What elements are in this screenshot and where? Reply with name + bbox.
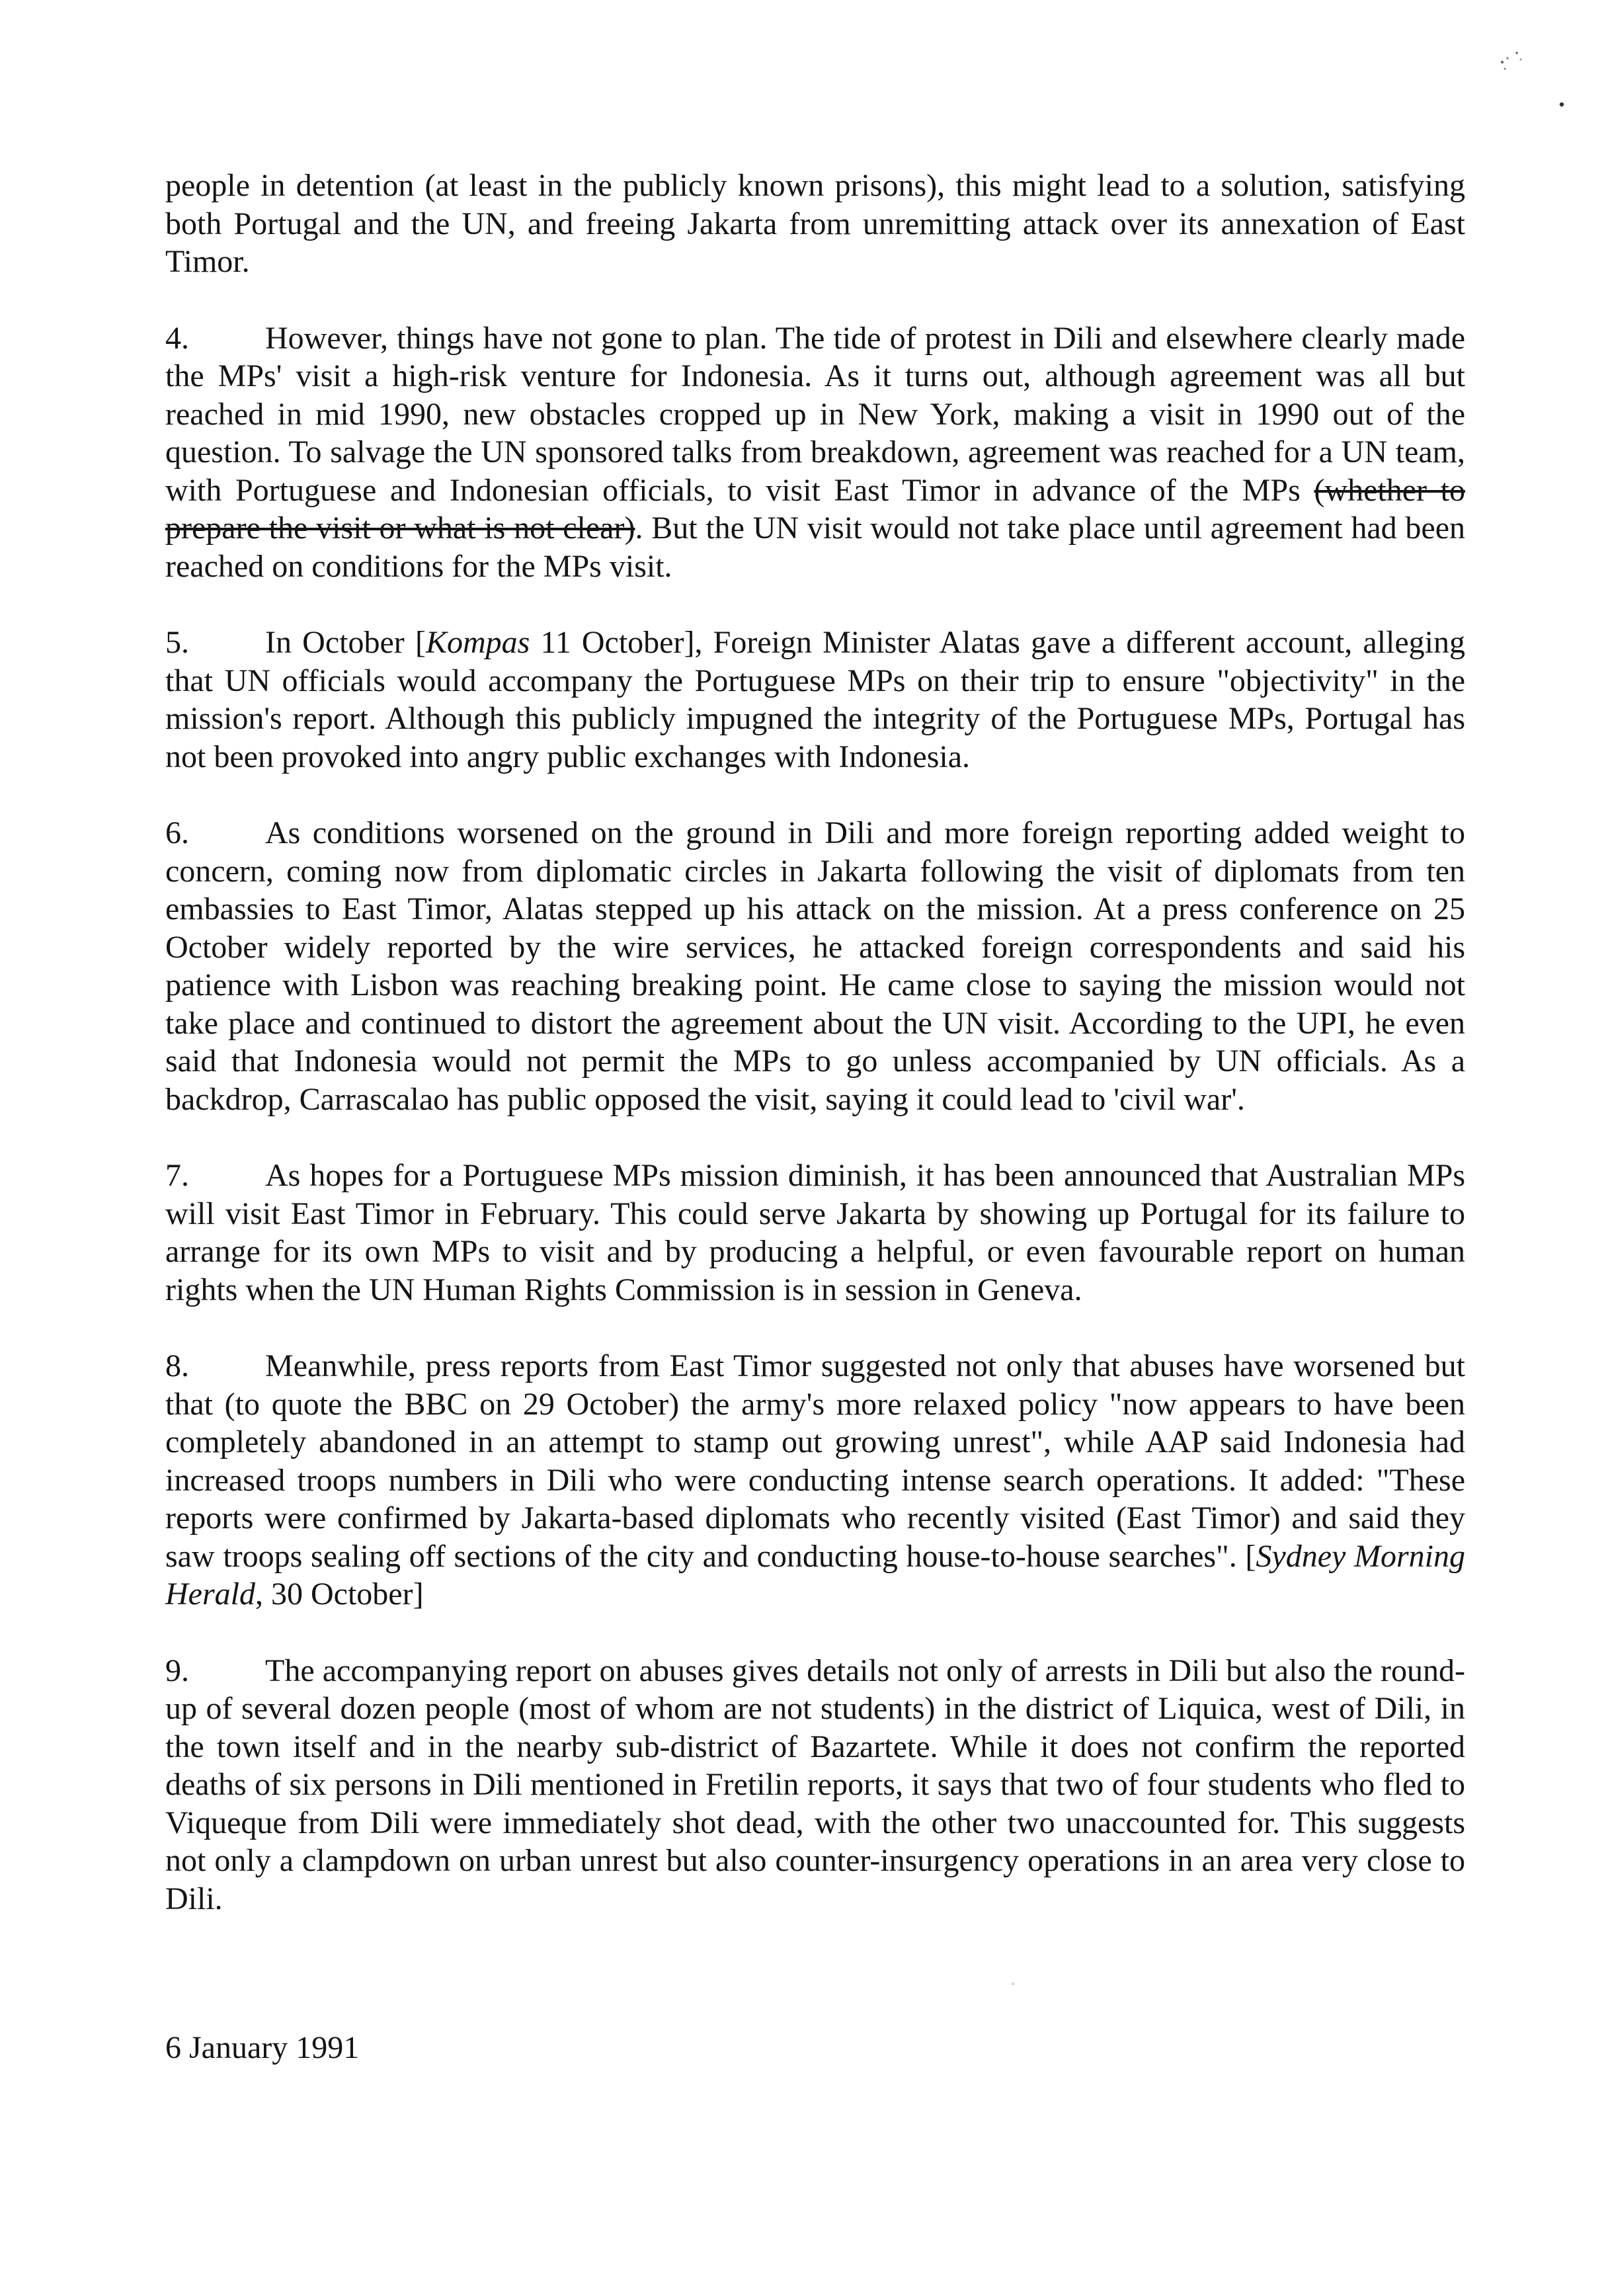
paragraph-text: people in detention (at least in the publicly known prisons), this might lead to a solution, satisfying both Portugal and the UN, and freeing Jakarta from unremitting attack over its annexation of East Timor. xyxy=(165,168,1465,279)
paragraph-number: 8. xyxy=(165,1348,189,1383)
paragraph-number: 7. xyxy=(165,1158,189,1193)
paragraph-text: Meanwhile, press reports from East Timor suggested not only that abuses have worsened but that (to quote the BBC on 29 October) the army's more relaxed policy "now appears to have been completely abandoned in an attempt to stamp out growing unrest", while AAP said Indonesia had increased troops numbers in Dili who were conducting intense search operations. It added: "These reports were confirmed by Jakarta-based diplomats who recently visited (East Timor) and said they saw troops sealing off sections of the city and conducting house-to-house searches". [ xyxy=(165,1348,1465,1574)
paragraph-text: 11 October], Foreign Minister Alatas gave a different account, alleging that UN officials would accompany the Portuguese MPs on their trip to ensure "objectivity" in the mission's report. Although this publicly impugned the integrity of the Portuguese MPs, Portugal has not been provoked into angry public exchanges with Indonesia. xyxy=(165,625,1466,774)
scan-smudge xyxy=(1012,1983,1014,1985)
paragraph-number: 5. xyxy=(165,625,189,660)
paragraph xyxy=(165,1157,1465,1309)
struck-out-text: (whether to prepare the visit or what is not clear) xyxy=(165,472,1465,546)
paragraph-number: 9. xyxy=(165,1653,189,1688)
paragraph-text: As hopes for a Portuguese MPs mission diminish, it has been announced that Australian MPs will visit East Timor in February. This could serve Jakarta by showing up Portugal for its failure to arrange for its own MPs to visit and by producing a helpful, or even favourable report on human rights when the UN Human Rights Commission is in session in Geneva. xyxy=(165,1158,1465,1307)
paragraph xyxy=(165,624,1465,776)
paragraph-text: . But the UN visit would not take place until agreement had been reached on conditions for the MPs visit. xyxy=(165,511,1465,584)
paragraph-number: 4. xyxy=(165,320,189,356)
paragraph xyxy=(165,1347,1465,1614)
paragraph xyxy=(165,1652,1465,1918)
paragraph-text: However, things have not gone to plan. The tide of protest in Dili and elsewhere clearly made the MPs' visit a high-risk venture for Indonesia. As it turns out, although agreement was all but reached in mid 1990, new obstacles cropped up in New York, making a visit in 1990 out of the question. To salvage the UN sponsored talks from breakdown, agreement was reached for a UN team, with Portuguese and Indonesian officials, to visit East Timor in advance of the MPs xyxy=(165,320,1465,508)
paragraph-text: The accompanying report on abuses gives details not only of arrests in Dili but also the round-up of several dozen people (most of whom are not students) in the district of Liquica, west of Dili, in the town itself and in the nearby sub-district of Bazartete. While it does not confirm the reported deaths of six persons in Dili mentioned in Fretilin reports, it says that two of four students who fled to Viqueque from Dili were immediately shot dead, with the other two unaccounted for. This suggests not only a clampdown on urban unrest but also counter-insurgency operations in an area very close to Dili. xyxy=(165,1653,1465,1916)
document-body xyxy=(165,167,1465,1956)
paragraph xyxy=(165,167,1465,281)
scan-speck-marks xyxy=(1488,40,1567,119)
paragraph-text: , 30 October] xyxy=(255,1577,424,1612)
paragraph-text: In October [ xyxy=(265,625,426,660)
paragraph-text: As conditions worsened on the ground in Dili and more foreign reporting added weight to concern, coming now from diplomatic circles in Jakarta following the visit of diplomats from ten embassies to East Timor, Alatas stepped up his attack on the mission. At a press conference on 25 October widely reported by the wire services, he attacked foreign correspondents and said his patience with Lisbon was reaching breaking point. He came close to saying the mission would not take place and continued to distort the agreement about the UN visit. According to the UPI, he even said that Indonesia would not permit the MPs to go unless accompanied by UN officials. As a backdrop, Carrascalao has public opposed the visit, saying it could lead to 'civil war'. xyxy=(165,815,1465,1117)
italic-citation: Kompas xyxy=(425,625,530,660)
paragraph xyxy=(165,319,1465,586)
paragraph-number: 6. xyxy=(165,815,189,850)
document-date: 6 January 1991 xyxy=(165,2030,360,2065)
italic-citation: Sydney Morning Herald xyxy=(165,1538,1466,1612)
paragraph xyxy=(165,814,1465,1118)
